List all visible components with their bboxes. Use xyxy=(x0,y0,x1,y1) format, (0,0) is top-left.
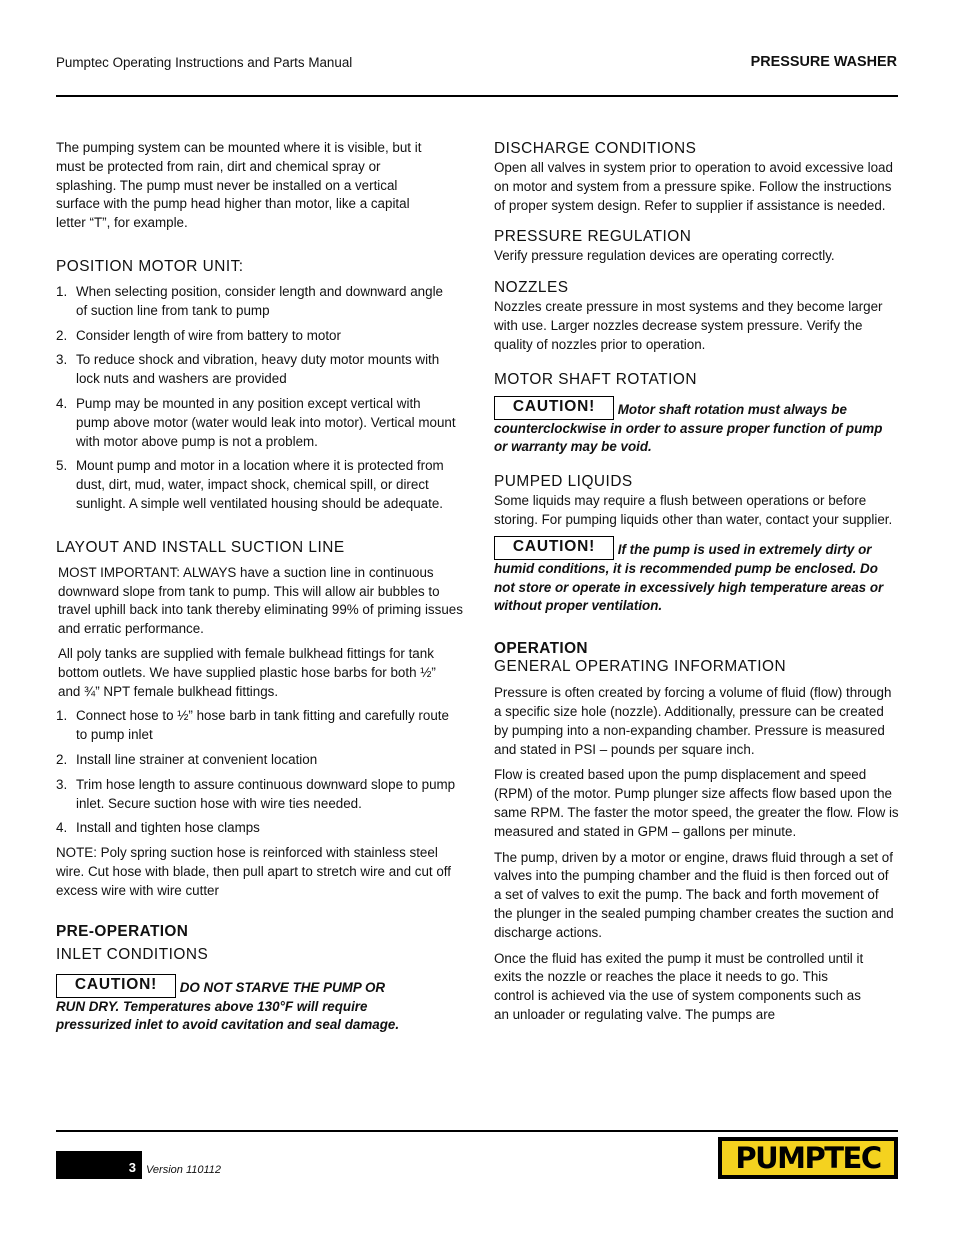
general-operating-heading: GENERAL OPERATING INFORMATION xyxy=(494,658,787,676)
list-item: 2. Consider length of wire from battery to motor xyxy=(56,327,341,343)
list-item: 3. To reduce shock and vibration, heavy duty motor mounts with lock nuts and washers are provided xyxy=(56,352,440,387)
version-label: Version 110112 xyxy=(146,1164,222,1176)
discharge-text: Open all valves in system prior to operation to avoid excessive load on motor and system from a pressure spike. Follow the instructions of proper system design. Refer to supplier if assistance is needed. xyxy=(494,160,893,213)
inlet-caution-text: DO NOT STARVE THE PUMP OR RUN DRY. Temperatures above 130°F will require pressurized inlet to avoid cavitation and seal damage. xyxy=(56,979,400,1033)
operation-heading: OPERATION xyxy=(494,640,588,658)
suction-important-paragraph: MOST IMPORTANT: ALWAYS have a suction line in continuous downward slope from tank to pump. This will allow air bubbles to travel uphill back into tank thereby eliminating 99% of priming issues and erratic performance. xyxy=(58,564,463,637)
caution-badge: CAUTION! xyxy=(494,536,614,560)
list-item: 4. Install and tighten hose clamps xyxy=(56,820,260,836)
list-item: 2. Install line strainer at convenient location xyxy=(56,751,318,767)
inlet-caution xyxy=(56,974,416,1036)
header-section-title: PRESSURE WASHER xyxy=(750,54,897,70)
list-item: 1. When selecting position, consider length and downward angle of suction line from tank to pump xyxy=(56,283,443,318)
liquids-caution xyxy=(494,536,894,616)
pressure-regulation-text: Verify pressure regulation devices are operating correctly. xyxy=(494,248,835,264)
header-manual-title: Pumptec Operating Instructions and Parts Manual xyxy=(56,55,353,70)
list-item: 1. Connect hose to ½” hose barb in tank fitting and carefully route to pump inlet xyxy=(56,708,449,743)
left-column xyxy=(56,139,466,1035)
liquids-caution-text: If the pump is used in extremely dirty or humid conditions, it is recommended pump be enclosed. Do not store or operate in excessively high temperature areas or without proper ventilation. xyxy=(494,541,884,614)
motor-shaft-rotation-heading: MOTOR SHAFT ROTATION xyxy=(494,370,697,388)
pumped-liquids-heading: PUMPED LIQUIDS xyxy=(494,473,633,491)
suction-list xyxy=(56,707,456,838)
pre-operation-heading: PRE-OPERATION xyxy=(56,922,189,940)
nozzles-heading: NOZZLES xyxy=(494,279,569,297)
footer-rule xyxy=(56,1130,898,1132)
caution-badge: CAUTION! xyxy=(494,396,614,420)
pumptec-logo xyxy=(718,1137,898,1179)
discharge-heading: DISCHARGE CONDITIONS xyxy=(494,140,697,157)
inlet-conditions-heading: INLET CONDITIONS xyxy=(56,945,209,963)
rotation-caution-text: Motor shaft rotation must always be counterclockwise in order to assure proper function of pump or warranty may be void. xyxy=(494,401,883,455)
suction-line-heading: LAYOUT AND INSTALL SUCTION LINE xyxy=(56,538,345,556)
position-list xyxy=(56,283,456,514)
intro-paragraph: The pumping system can be mounted where it is visible, but it must be protected from rain, dirt and chemical spray or splashing. The pump must never be installed on a vertical surface with the pump head higher than motor, like a capital letter “T”, for example. xyxy=(56,140,422,231)
rotation-caution xyxy=(494,396,894,458)
list-item: 3. Trim hose length to assure continuous downward slope to pump inlet. Secure suction hose with wire ties needed. xyxy=(56,776,456,811)
suction-fittings-paragraph: All poly tanks are supplied with female bulkhead fittings for tank bottom outlets. We have supplied plastic hose barbs for both ½” and ¾” NPT female bulkhead fittings. xyxy=(58,645,436,699)
suction-note: NOTE: Poly spring suction hose is reinforced with stainless steel wire. Cut hose with blade, then pull apart to stretch wire and cut off excess wire with wire cutter xyxy=(56,845,451,898)
general-paragraph-control: Once the fluid has exited the pump it must be controlled until it exits the nozzle or reaches the place it needs to go. This control is achieved via the use of system components such as an unloader or regulating valve. The pumps are xyxy=(494,950,864,1022)
general-paragraph-pump: The pump, driven by a motor or engine, draws fluid through a set of valves into the pumping chamber and the fluid is then forced out of a set of valves to exit the pump. The back and forth movement of the plunger in the sealed pumping chamber creates the suction and discharge actions. xyxy=(494,849,894,940)
page-number: 3 xyxy=(128,1160,136,1175)
general-paragraph-pressure: Pressure is often created by forcing a volume of fluid (flow) through a specific size hole (nozzle). Additionally, pressure can be created by pumping into a non-expanding chamber. Pressure is measured and stated in PSI – pounds per square inch. xyxy=(494,685,892,757)
nozzles-text: Nozzles create pressure in most systems and they become larger with use. Larger nozzles decrease system pressure. Verify the quality of nozzles prior to operation. xyxy=(494,299,883,352)
position-motor-heading: POSITION MOTOR UNIT: xyxy=(56,257,244,275)
pumped-liquids-text: Some liquids may require a flush between operations or before storing. For pumping liquids other than water, contact your supplier. xyxy=(494,493,893,527)
caution-badge: CAUTION! xyxy=(56,974,176,998)
right-column xyxy=(494,139,900,1025)
pressure-regulation-heading: PRESSURE REGULATION xyxy=(494,228,692,246)
header-rule xyxy=(56,95,898,97)
list-item: 5. Mount pump and motor in a location where it is protected from dust, dirt, mud, water, impact shock, chemical spill, or direct sunlight. A simple well ventilated housing should be adequate. xyxy=(56,458,444,511)
general-paragraph-flow: Flow is created based upon the pump displacement and speed (RPM) of the motor. Pump plunger size affects flow based upon the same RPM. The faster the motor speed, the greater the flow. Flow is measured and stated in GPM – gallons per minute. xyxy=(494,767,899,839)
logo-wordmark: PUMPTEC xyxy=(735,1140,881,1175)
list-item: 4. Pump may be mounted in any position except vertical with pump above motor (water would leak into motor). Vertical mount with motor above pump is not a problem. xyxy=(56,395,456,449)
